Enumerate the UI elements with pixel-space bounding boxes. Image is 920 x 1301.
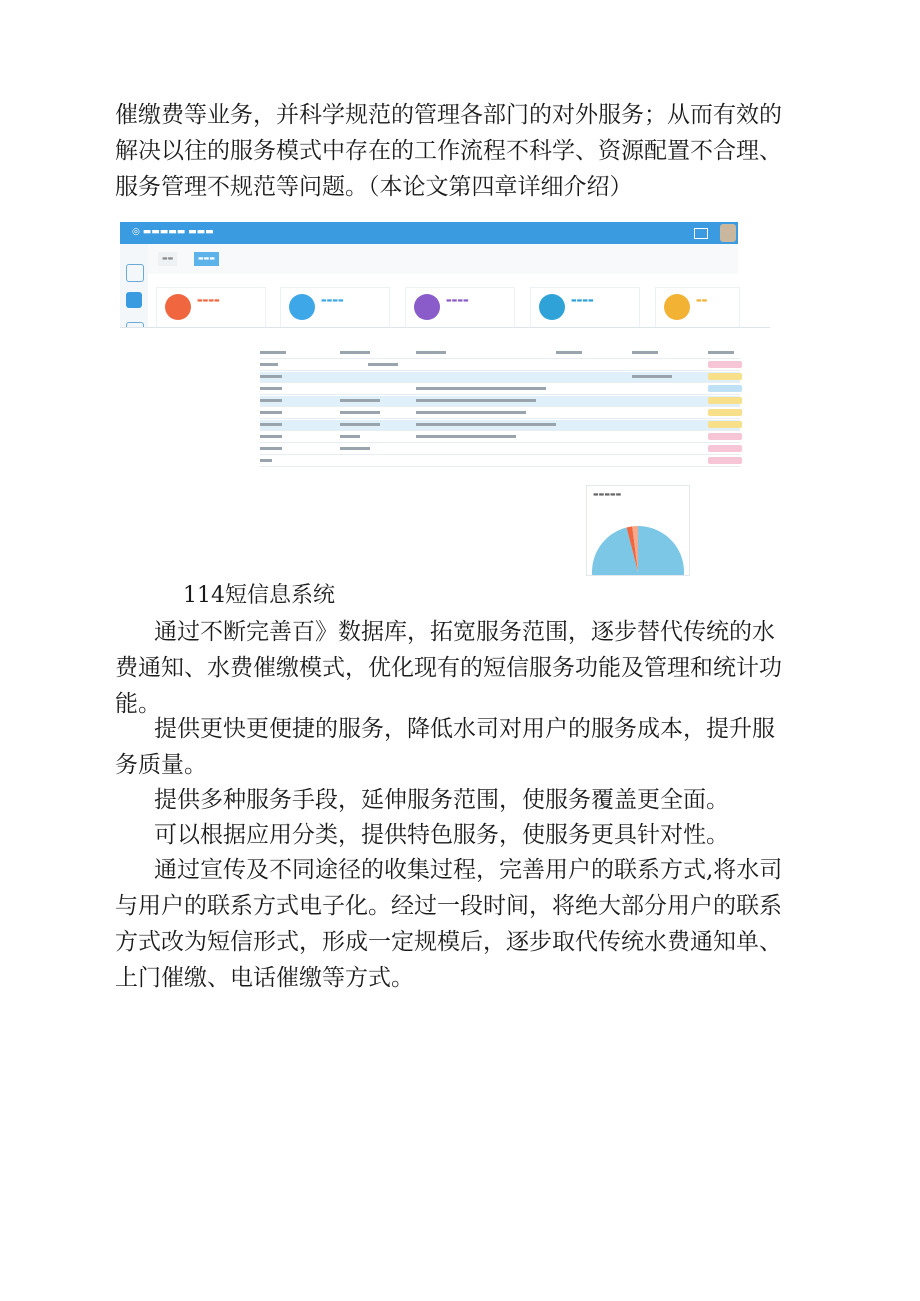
intro-paragraph: 催缴费等业务，并科学规范的管理各部门的对外服务；从而有效的解决以往的服务模式中存在的工作流程不科学、资源配置不合理、服务管理不规范等问题。（本论文第四章详细介绍） (115, 102, 782, 200)
table-header-row (260, 348, 740, 359)
body-paragraph-2: 提供更快更便捷的服务，降低水司对用户的服务成本，提升服务质量。 (115, 716, 775, 778)
records-table (120, 327, 770, 486)
stat-card-4 (530, 287, 640, 329)
body-paragraph-1: 通过不断完善百》数据库，拓宽服务范围，逐步替代传统的水费通知、水费催缴模式，优化现有的短信服务功能及管理和统计功能。 (115, 619, 782, 717)
table-row (260, 360, 740, 371)
body-paragraph-4: 可以根据应用分类，提供特色服务，使服务更具针对性。 (154, 822, 729, 848)
stat-card-label: ▬▬▬▬ (197, 297, 220, 304)
table-row (260, 372, 740, 383)
body-paragraph-3: 提供多种服务手段，延伸服务范围，使服务覆盖更全面。 (154, 787, 729, 813)
heart-icon (414, 294, 440, 320)
pie-chart (587, 486, 689, 575)
tab-bar (148, 244, 738, 274)
tab-home: ▬▬ (158, 252, 177, 266)
table-row (260, 420, 740, 431)
tab-active: ▬▬▬ (194, 252, 219, 266)
avatar (720, 224, 736, 242)
stat-card-2 (280, 287, 390, 329)
pie-chart-title: ▬▬▬▬▬ (593, 491, 622, 498)
mail-icon (694, 228, 708, 239)
figure-caption: 114短信息系统 (183, 583, 335, 608)
bell-icon (165, 294, 191, 320)
table-row (260, 456, 740, 467)
user-icon (126, 264, 144, 282)
stat-card-5 (655, 287, 740, 329)
table-row (260, 384, 740, 395)
table-row (260, 408, 740, 419)
stat-card-label: ▬▬▬▬ (446, 297, 469, 304)
stat-card-label: ▬▬▬▬ (571, 297, 594, 304)
body-paragraph-5: 通过宣传及不同途径的收集过程，完善用户的联系方式,将水司与用户的联系方式电子化。经过一段时间，将绝大部分用户的联系方式改为短信形式，形成一定规模后，逐步取代传统水费通知单、上门催缴、电话催缴等方式。 (115, 857, 783, 991)
tools-icon (126, 292, 142, 308)
system-screenshot-figure (120, 222, 770, 574)
chat-icon (289, 294, 315, 320)
table-row (260, 444, 740, 455)
trophy-icon (664, 294, 690, 320)
table-row (260, 396, 740, 407)
pie-chart-panel (586, 485, 690, 576)
app-header-bar (120, 222, 738, 244)
table-row (260, 432, 740, 443)
stat-card-1 (156, 287, 266, 329)
stat-card-3 (405, 287, 515, 329)
stat-card-label: ▬▬▬▬ (321, 297, 344, 304)
bird-icon (539, 294, 565, 320)
app-logo: ◎ ▬▬▬▬▬ ▬▬▬ (132, 227, 214, 237)
stat-card-label: ▬▬ (696, 297, 708, 304)
